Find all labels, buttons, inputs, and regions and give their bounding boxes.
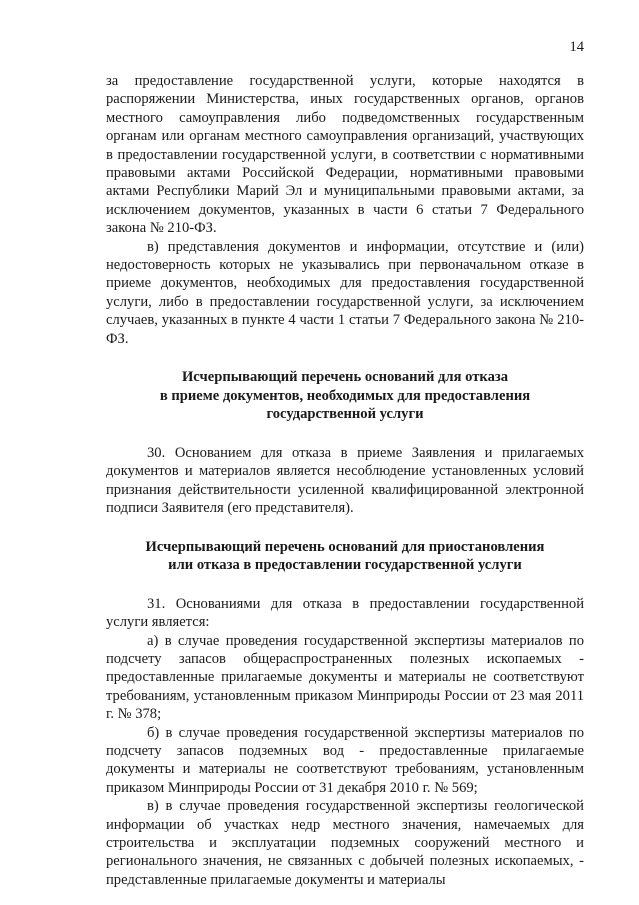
paragraph-continuation: за предоставление государственной услуги, которые находятся в распоряжении Министерства, иных государственных органов, органов местного самоуправления либо подведомственных государственным органам или органам местного самоуправления организаций, участвующих в предоставлении государственной услуги, в соответствии с нормативными правовыми актами Российской Федерации, нормативными правовыми актами Республики Марий Эл и муниципальными правовыми актами, за исключением документов, указанных в части 6 статьи 7 Федерального закона № 210-ФЗ. [106,73,584,237]
section-heading-refusal-acceptance [106,368,584,424]
heading-line: Исчерпывающий перечень оснований для приостановления [145,538,545,555]
heading-line: в приеме документов, необходимых для предоставления [159,387,531,404]
paragraph-31v: в) в случае проведения государственной экспертизы геологической информации об участках недр местного значения, намечаемых для строительства и эксплуатации подземных сооружений местного и регионального значения, не связанных с добычей полезных ископаемых, - представленные прилагаемые документы и материалы [106,798,584,888]
page-number: 14 [569,39,584,55]
document-body [106,72,584,889]
heading-line: государственной услуги [266,406,424,423]
paragraph-v: в) представления документов и информации, отсутствие и (или) недостоверность которых не указывались при первоначальном отказе в приеме документов, необходимых для предоставления государственной услуги, либо в предоставлении государственной услуги, за исключением случаев, указанных в пункте 4 части 1 статьи 7 Федерального закона № 210-ФЗ. [106,238,584,347]
heading-line: Исчерпывающий перечень оснований для отказа [181,369,509,386]
paragraph-31b: б) в случае проведения государственной экспертизы материалов по подсчету запасов подземных вод - предоставленные прилагаемые документы и материалы не соответствуют требованиям, установленным приказом Минприроды России от 31 декабря 2010 г. № 569; [106,724,584,796]
paragraph-30: 30. Основанием для отказа в приеме Заявления и прилагаемых документов и материалов является несоблюдение установленных условий признания действительности усиленной квалифицированной электронной подписи Заявителя (его представителя). [106,444,584,517]
paragraph-31: 31. Основаниями для отказа в предоставлении государственной услуги является: [106,595,584,631]
section-heading-refusal-service [106,538,584,575]
heading-line: или отказа в предоставлении государственной услуги [168,557,522,574]
paragraph-31a: а) в случае проведения государственной экспертизы материалов по подсчету запасов общераспространенных полезных ископаемых - предоставленные прилагаемые документы и материалы не соответствуют требованиям, установленным приказом Минприроды России от 23 мая 2011 г. № 378; [106,632,584,723]
